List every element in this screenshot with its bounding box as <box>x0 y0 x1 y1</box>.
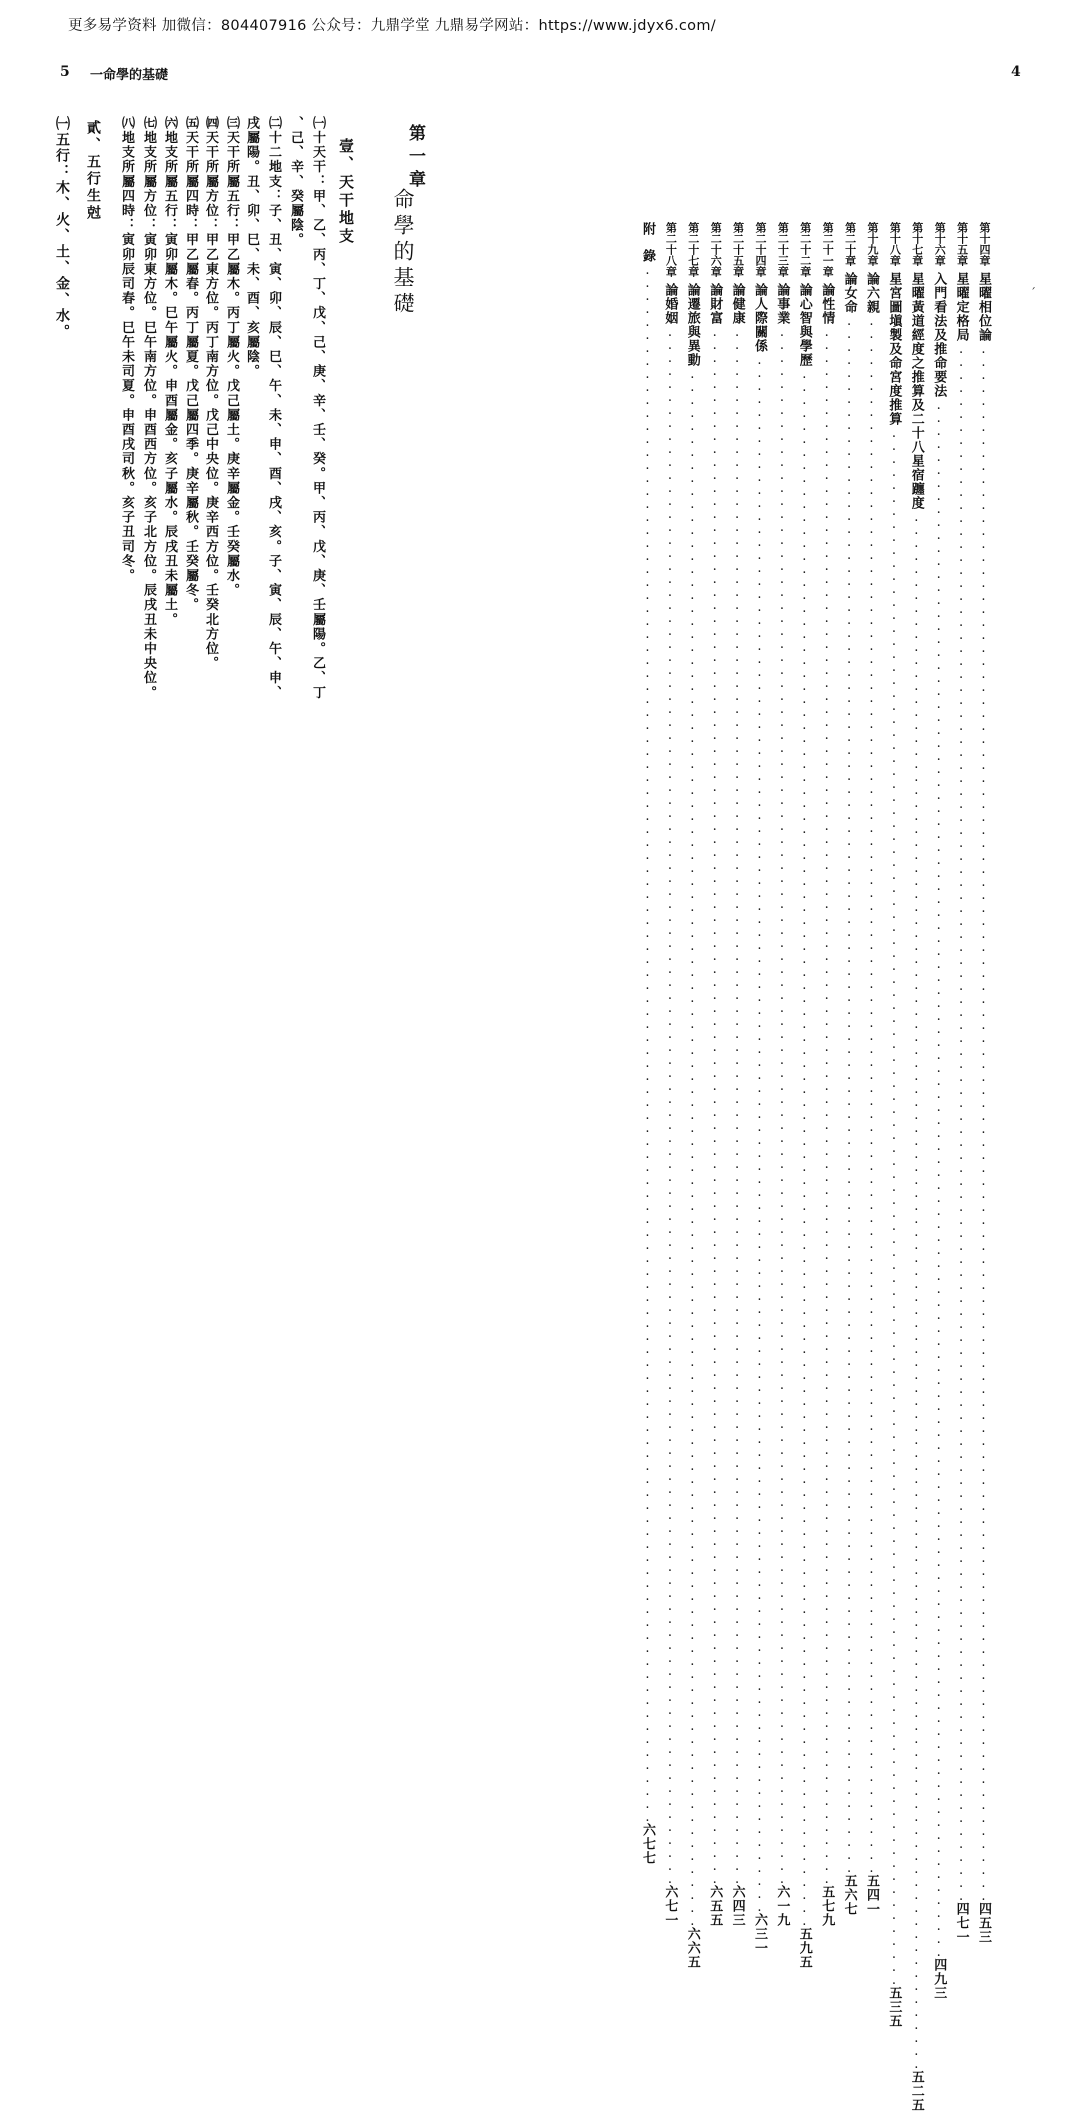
toc-chapter-label: 第二十二章 <box>798 222 812 277</box>
text-line-7: ㈤天干所屬四時：甲乙屬春。丙丁屬夏。戊己屬四季。庚辛屬秋。壬癸屬冬。 <box>183 116 198 613</box>
toc-chapter-title: 論心智與學歷 <box>796 283 812 367</box>
toc-chapter-label: 第二十五章 <box>731 222 745 277</box>
toc-chapter-label: 第二十四章 <box>754 222 767 277</box>
toc-chapter-label: 第二十章 <box>843 222 857 266</box>
toc-chapter-title: 星曜相位論 <box>976 272 991 342</box>
toc-leader-dots: ........................................................................................................................ <box>976 342 991 1902</box>
toc-chapter-title: 星曜黃道經度之推算及二十八星宿躔度 <box>908 272 924 510</box>
watermark-banner: 更多易学资料 加微信：804407916 公众号：九鼎学堂 九鼎易学网站：https://www.jdyx6.com/ <box>68 18 716 34</box>
toc-page-number: 六四三 <box>729 1885 745 1927</box>
text-line-3: ㈡十二地支：子、丑、寅、卯、辰、巳、午、未、申、酉、戌、亥。子、寅、辰、午、申、 <box>266 116 281 700</box>
text-line-5: ㈢天干所屬五行：甲乙屬木。丙丁屬火。戊己屬土。庚辛屬金。壬癸屬水。 <box>224 116 239 598</box>
chapter-title: 命學的基礎 <box>391 188 415 318</box>
text-line-1: ㈠十天干：甲、乙、丙、丁、戊、己、庚、辛、壬、癸。甲、丙、戊、庚、壬屬陽。乙、丁 <box>310 116 325 700</box>
toc-leader-dots: ........................................................................................................................ <box>864 314 879 1874</box>
toc-entry <box>662 222 678 1927</box>
text-line-6: ㈣天干所屬方位：甲乙東方位。丙丁南方位。戊己中央位。庚辛西方位。壬癸北方位。 <box>203 116 218 671</box>
toc-chapter-title: 論遷旅與異動 <box>684 283 700 367</box>
toc-page-number: 五六七 <box>841 1874 857 1916</box>
toc-leader-dots: ........................................................................................................................ <box>953 342 969 1902</box>
toc-page-number: 六一九 <box>774 1885 790 1927</box>
toc-leader-dots: ........................................................................................................................ <box>640 263 655 1823</box>
toc-chapter-label: 第二十八章 <box>664 222 678 277</box>
toc-entry <box>729 222 745 1927</box>
toc-page-number: 五七九 <box>819 1885 835 1927</box>
toc-entry <box>931 222 947 2000</box>
chapter-label: 第一章 <box>405 124 425 193</box>
toc-chapter-label: 第十七章 <box>910 222 924 266</box>
text-line-9: ㈦地支所屬方位：寅卯東方位。巳午南方位。申酉西方位。亥子北方位。辰戌丑未中央位。 <box>141 116 156 700</box>
toc-entry <box>953 222 969 1944</box>
toc-chapter-label: 第二十一章 <box>821 222 835 277</box>
toc-page-number: 六七七 <box>640 1823 655 1865</box>
toc-chapter-title: 論婚姻 <box>662 283 678 325</box>
toc-leader-dots: ........................................................................................................................ <box>886 426 902 1986</box>
toc-chapter-label: 第十五章 <box>955 222 969 266</box>
text-line-8: ㈥地支所屬五行：寅卯屬木。巳午屬火。申酉屬金。亥子屬水。辰戌丑未屬土。 <box>162 116 177 627</box>
toc-chapter-title: 星曜定格局 <box>953 272 969 342</box>
toc-leader-dots: ........................................................................................................................ <box>662 325 678 1885</box>
toc-leader-dots: ........................................................................................................................ <box>931 398 947 1958</box>
toc-page-number: 四七一 <box>953 1902 969 1944</box>
toc-entry <box>752 222 767 1955</box>
toc-page-number: 五九五 <box>796 1927 812 1969</box>
left-page-number: 5 <box>60 64 70 80</box>
text-line-11: ㈠五行：木、火、土、金、水。 <box>54 116 70 340</box>
toc-leader-dots: ........................................................................................................................ <box>684 367 700 1927</box>
toc-leader-dots: ........................................................................................................................ <box>729 325 745 1885</box>
toc-leader-dots: ........................................................................................................................ <box>841 314 857 1874</box>
toc-leader-dots: ........................................................................................................................ <box>796 367 812 1927</box>
toc-leader-dots: ........................................................................................................................ <box>908 510 924 2070</box>
toc-entry <box>796 222 812 1969</box>
toc-chapter-title: 入門看法及推命要法 <box>931 272 947 398</box>
toc-chapter-title: 錄 <box>640 249 655 263</box>
toc-leader-dots: ........................................................................................................................ <box>819 325 835 1885</box>
toc-chapter-label: 第十六章 <box>933 222 947 266</box>
text-line-2: 、己、辛、癸屬陰。 <box>288 116 303 248</box>
toc-chapter-title: 論性情 <box>819 283 835 325</box>
toc-leader-dots: ........................................................................................................................ <box>774 325 790 1885</box>
toc-entry <box>684 222 700 1969</box>
toc-page-number: 五四一 <box>864 1874 879 1916</box>
right-page-number: 4 <box>1011 64 1021 80</box>
toc-chapter-label: 第十九章 <box>866 222 879 266</box>
toc-chapter-label: 第二十七章 <box>686 222 700 277</box>
toc-page-number: 六七一 <box>662 1885 678 1927</box>
text-line-4: 戌屬陽。丑、卯、巳、未、酉、亥屬陰。 <box>244 116 259 379</box>
section-heading-1: 壹、天干地支 <box>337 138 355 246</box>
toc-chapter-title: 論六親 <box>864 272 879 314</box>
toc-leader-dots: ........................................................................................................................ <box>752 353 767 1913</box>
toc-chapter-title: 論健康 <box>729 283 745 325</box>
toc-chapter-title: 論人際關係 <box>752 283 767 353</box>
scan-speck: ˊ <box>1030 286 1036 300</box>
toc-chapter-title: 星宮圖塡製及命宮度推算 <box>886 272 902 426</box>
toc-chapter-title: 論財富 <box>707 283 723 325</box>
toc-page-number: 五二五 <box>908 2070 924 2112</box>
toc-chapter-label: 第二十六章 <box>709 222 723 277</box>
toc-entry <box>640 222 655 1865</box>
toc-page-number: 六六五 <box>684 1927 700 1969</box>
toc-entry <box>707 222 723 1927</box>
toc-entry <box>819 222 835 1927</box>
toc-entry <box>864 222 879 1916</box>
left-running-header: 一命學的基礎 <box>90 68 169 83</box>
section-heading-2: 貳、五行生尅 <box>85 120 101 222</box>
toc-entry <box>886 222 902 2028</box>
toc-page-number: 五三五 <box>886 1986 902 2028</box>
toc-entry <box>774 222 790 1927</box>
toc-chapter-label: 第十八章 <box>888 222 902 266</box>
toc-entry <box>976 222 991 1944</box>
toc-entry <box>841 222 857 1916</box>
text-line-10: ㈧地支所屬四時：寅卯辰司春。巳午未司夏。申酉戌司秋。亥子丑司冬。 <box>119 116 134 584</box>
toc-chapter-title: 論事業 <box>774 283 790 325</box>
toc-page-number: 六五五 <box>707 1885 723 1927</box>
toc-page-number: 六三一 <box>752 1913 767 1955</box>
toc-page-number: 四五三 <box>976 1902 991 1944</box>
toc-entry <box>908 222 924 2112</box>
toc-chapter-label: 附 <box>640 222 655 235</box>
toc-leader-dots: ........................................................................................................................ <box>707 325 723 1885</box>
toc-chapter-label: 第二十三章 <box>776 222 790 277</box>
toc-page-number: 四九三 <box>931 1958 947 2000</box>
toc-chapter-label: 第十四章 <box>978 222 991 266</box>
toc-chapter-title: 論女命 <box>841 272 857 314</box>
